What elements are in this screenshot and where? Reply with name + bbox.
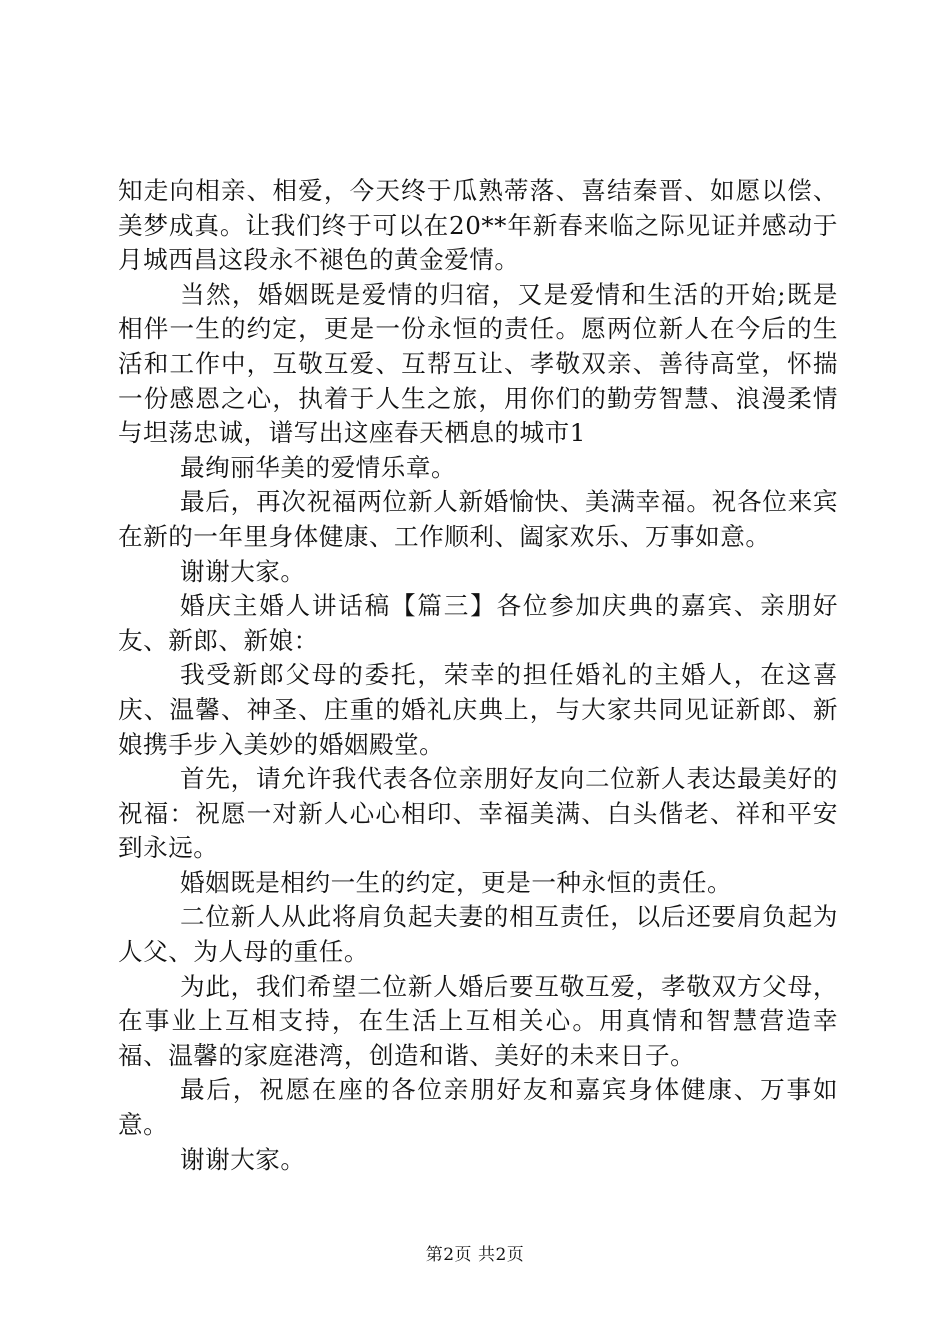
page-number-label: 第2页 共2页 (425, 1245, 525, 1265)
paragraph-4: 最后，再次祝福两位新人新婚愉快、美满幸福。祝各位来宾在新的一年里身体健康、工作顺利、阖家欢乐、万事如意。 (118, 487, 838, 551)
paragraph-9: 婚姻既是相约一生的约定，更是一种永恒的责任。 (180, 867, 733, 897)
paragraph-6-section-heading: 婚庆主婚人讲话稿【篇三】各位参加庆典的嘉宾、亲朋好友、新郎、新娘： (118, 591, 838, 655)
paragraph-13: 谢谢大家。 (180, 1144, 306, 1174)
paragraph-7: 我受新郎父母的委托，荣幸的担任婚礼的主婚人，在这喜庆、温馨、神圣、庄重的婚礼庆典上，与大家共同见证新郎、新娘携手步入美妙的婚姻殿堂。 (118, 660, 838, 759)
paragraph-11: 为此，我们希望二位新人婚后要互敬互爱，孝敬双方父母，在事业上互相支持，在生活上互相关心。用真情和智慧营造幸福、温馨的家庭港湾，创造和谐、美好的未来日子。 (118, 971, 838, 1070)
paragraph-1: 知走向相亲、相爱，今天终于瓜熟蒂落、喜结秦晋、如愿以偿、美梦成真。让我们终于可以在20**年新春来临之际见证并感动于月城西昌这段永不褪色的黄金爱情。 (118, 176, 838, 275)
paragraph-3: 最绚丽华美的爱情乐章。 (180, 452, 457, 482)
paragraph-2: 当然，婚姻既是爱情的归宿，又是爱情和生活的开始;既是相伴一生的约定，更是一份永恒的责任。愿两位新人在今后的生活和工作中，互敬互爱、互帮互让、孝敬双亲、善待高堂，怀揣一份感恩之心，执着于人生之旅，用你们的勤劳智慧、浪漫柔情与坦荡忠诚，谱写出这座春天栖息的城市1 (118, 279, 838, 448)
document-body (118, 174, 838, 1177)
page-footer (0, 1244, 950, 1266)
paragraph-10: 二位新人从此将肩负起夫妻的相互责任，以后还要肩负起为人父、为人母的重任。 (118, 902, 838, 967)
paragraph-5: 谢谢大家。 (180, 556, 306, 586)
paragraph-12: 最后，祝愿在座的各位亲朋好友和嘉宾身体健康、万事如意。 (118, 1075, 838, 1140)
paragraph-8: 首先，请允许我代表各位亲朋好友向二位新人表达最美好的祝福：祝愿一对新人心心相印、幸福美满、白头偕老、祥和平安到永远。 (118, 764, 838, 863)
